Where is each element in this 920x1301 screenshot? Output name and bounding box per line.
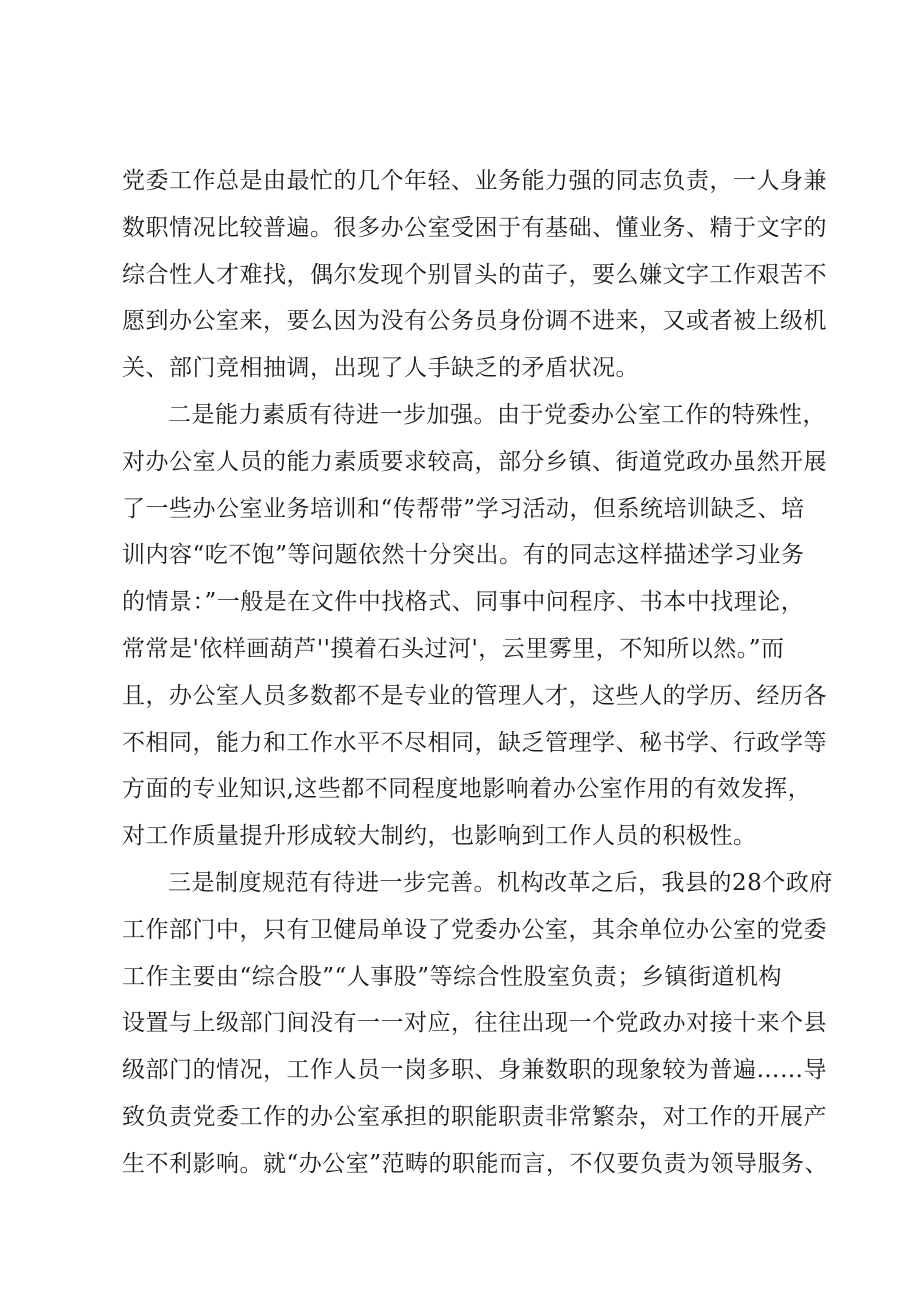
text-line: 二是能力素质有待进一步加强。由于党委办公室工作的特殊性， (168, 401, 826, 428)
paragraph-1 (122, 158, 827, 392)
text-line: 综合性人才难找，偶尔发现个别冒头的苗子，要么嫌文字工作艰苦不 (122, 261, 827, 288)
text-line: 党委工作总是由最忙的几个年轻、业务能力强的同志负责，一人身兼 (122, 168, 827, 194)
text-line: 数职情况比较普遍。很多办公室受困于有基础、懂业务、精于文字的 (122, 214, 827, 241)
text-line: 设置与上级部门间没有一一对应，往往出现一个党政办对接十来个县 (122, 1010, 827, 1037)
text-line: 且，办公室人员多数都不是专业的管理人才，这些人的学历、经历各 (122, 682, 827, 709)
text-line: 常常是'依样画葫芦''摸着石头过河'，云里雾里，不知所以然。”而 (122, 635, 785, 662)
text-line: 关、部门竞相抽调，出现了人手缺乏的矛盾状况。 (122, 355, 639, 382)
text-line: 对办公室人员的能力素质要求较高，部分乡镇、街道党政办虽然开展 (122, 448, 827, 475)
text-line: 工作主要由“综合股”“人事股”等综合性股室负责；乡镇街道机构 (122, 963, 783, 990)
text-line: 工作部门中，只有卫健局单设了党委办公室，其余单位办公室的党委 (122, 916, 827, 943)
text-line: 训内容“吃不饱”等问题依然十分突出。有的同志这样描述学习业务 (122, 542, 805, 569)
text-line: 了一些办公室业务培训和“传帮带”学习活动，但系统培训缺乏、培 (122, 495, 805, 522)
text-line: 三是制度规范有待进一步完善。机构改革之后，我县的28个政府 (168, 869, 833, 896)
text-line: 级部门的情况，工作人员一岗多职、身兼数职的现象较为普遍……导 (122, 1057, 827, 1084)
text-line: 的情景：”一般是在文件中找格式、同事中问程序、书本中找理论， (122, 589, 805, 616)
text-line: 生不利影响。就“办公室”范畴的职能而言，不仅要负责为领导服务、 (122, 1150, 829, 1177)
text-line: 愿到办公室来，要么因为没有公务员身份调不进来，又或者被上级机 (122, 308, 827, 335)
text-line: 方面的专业知识,这些都不同程度地影响着办公室作用的有效发挥， (122, 776, 812, 803)
text-line: 对工作质量提升形成较大制约，也影响到工作人员的积极性。 (122, 823, 757, 850)
text-line: 不相同，能力和工作水平不尽相同，缺乏管理学、秘书学、行政学等 (122, 729, 827, 756)
text-line: 致负责党委工作的办公室承担的职能职责非常繁杂，对工作的开展产 (122, 1103, 827, 1130)
document-body (122, 158, 833, 1188)
paragraph-3 (122, 860, 833, 1188)
paragraph-2 (122, 392, 827, 860)
